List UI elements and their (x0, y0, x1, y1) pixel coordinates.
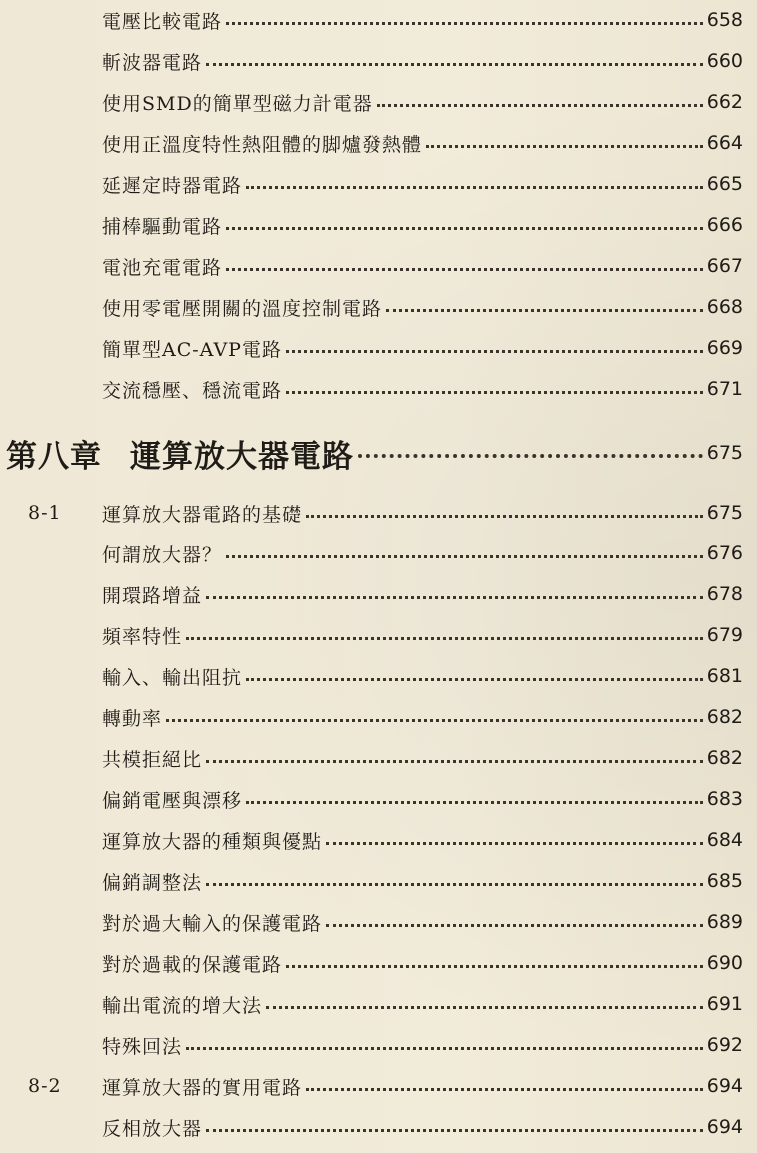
chapter-entry (6, 431, 743, 476)
toc-entry (102, 376, 743, 403)
toc-title: 運算放大器的種類與優點 (102, 830, 323, 853)
toc-title: 斬波器電路 (102, 51, 203, 74)
dot-leader (226, 268, 703, 271)
toc-page-number: 664 (706, 132, 743, 154)
toc-title: 偏銷電壓與漂移 (102, 789, 243, 812)
dot-leader (377, 104, 703, 107)
toc-title: 特殊回法 (102, 1035, 183, 1058)
toc-entry (102, 909, 743, 936)
toc-title: 交流穩壓、穩流電路 (102, 379, 283, 402)
toc-page-number: 685 (706, 870, 743, 892)
dot-leader (226, 22, 703, 25)
dot-leader (206, 760, 703, 763)
toc-page-number: 682 (706, 706, 743, 728)
toc-page-number: 679 (706, 624, 743, 646)
chapter-title (6, 431, 354, 476)
toc-page-number: 658 (706, 9, 743, 31)
toc-row (0, 861, 757, 901)
toc-row (0, 493, 757, 533)
toc-row (0, 0, 757, 40)
toc-row (0, 984, 757, 1024)
toc-title: 輸入、輸出阻抗 (102, 666, 243, 689)
dot-leader (206, 883, 703, 886)
toc-page-number: 668 (706, 296, 743, 318)
toc-row (0, 123, 757, 163)
toc-entry (102, 950, 743, 977)
toc-page-number: 692 (706, 1034, 743, 1056)
toc-entry (102, 540, 743, 567)
section-number: 8-1 (28, 502, 62, 524)
dot-leader (206, 1129, 703, 1132)
toc-entry (102, 212, 743, 239)
toc-row (0, 779, 757, 819)
toc-page-number: 662 (706, 91, 743, 113)
section-number: 8-2 (28, 1075, 62, 1097)
dot-leader (306, 1088, 703, 1091)
toc-entry (102, 89, 743, 116)
toc-entry (102, 171, 743, 198)
toc-row (0, 205, 757, 245)
toc-row (0, 656, 757, 696)
toc-title: 共模拒絕比 (102, 748, 203, 771)
dot-leader (166, 719, 703, 722)
toc-entry (102, 827, 743, 854)
dot-leader (286, 391, 703, 394)
dot-leader (206, 596, 703, 599)
toc-entry (102, 704, 743, 731)
toc-title: 偏銷調整法 (102, 871, 203, 894)
toc-row (0, 902, 757, 942)
toc-row (0, 1107, 757, 1147)
toc-row (0, 533, 757, 573)
toc-entry (102, 663, 743, 690)
toc-row (0, 82, 757, 122)
toc-entry (102, 991, 743, 1018)
dot-leader (286, 965, 703, 968)
toc-entry (102, 1073, 743, 1100)
toc-page-number: 690 (706, 952, 743, 974)
dot-leader (246, 186, 703, 189)
dot-leader (226, 555, 703, 558)
toc-title: 捕棒驅動電路 (102, 215, 223, 238)
dot-leader (246, 678, 703, 681)
dot-leader (206, 63, 703, 66)
toc-title: 反相放大器 (102, 1117, 203, 1140)
toc-page-number: 694 (706, 1116, 743, 1138)
chapter-heading (0, 428, 757, 478)
toc-page-number: 694 (706, 1075, 743, 1097)
toc-page-number: 684 (706, 829, 743, 851)
toc-row (0, 164, 757, 204)
toc-page-number: 671 (706, 378, 743, 400)
dot-leader (286, 350, 703, 353)
toc-title: 對於過大輸入的保護電路 (102, 912, 323, 935)
toc-row (0, 287, 757, 327)
toc-page-number: 682 (706, 747, 743, 769)
toc-page-number: 683 (706, 788, 743, 810)
toc-page-number: 689 (706, 911, 743, 933)
toc-title: 開環路增益 (102, 584, 203, 607)
dot-leader (326, 842, 703, 845)
toc-title: 使用零電壓開關的溫度控制電路 (102, 297, 383, 320)
toc-entry (102, 1032, 743, 1059)
toc-page-number: 691 (706, 993, 743, 1015)
toc-page-number: 681 (706, 665, 743, 687)
toc-page-number: 667 (706, 255, 743, 277)
dot-leader (326, 924, 703, 927)
dot-leader (226, 227, 703, 230)
toc-title: 轉動率 (102, 707, 163, 730)
dot-leader (306, 515, 703, 518)
toc-row (0, 820, 757, 860)
toc-title: 電池充電電路 (102, 256, 223, 279)
toc-title: 運算放大器的實用電路 (102, 1076, 303, 1099)
toc-page-number: 675 (706, 502, 743, 524)
toc-entry (102, 48, 743, 75)
toc-title: 何謂放大器？ (102, 543, 223, 566)
dot-leader (426, 145, 703, 148)
dot-leader (186, 1047, 703, 1050)
toc-entry (102, 7, 743, 34)
toc-title: 輸出電流的增大法 (102, 994, 263, 1017)
toc-entry (102, 130, 743, 157)
toc-row (0, 369, 757, 409)
toc-entry (102, 622, 743, 649)
toc-title: 使用正溫度特性熱阻體的脚爐發熱體 (102, 133, 423, 156)
chapter-label: 第八章 (6, 438, 102, 475)
toc-row (0, 943, 757, 983)
toc-row (0, 1025, 757, 1065)
dot-leader (358, 454, 703, 458)
toc-entry (102, 1114, 743, 1141)
toc-title: 頻率特性 (102, 625, 183, 648)
toc-page-number: 665 (706, 173, 743, 195)
dot-leader (386, 309, 703, 312)
toc-row (0, 738, 757, 778)
dot-leader (246, 801, 703, 804)
toc-entry (102, 294, 743, 321)
toc-title: 延遲定時器電路 (102, 174, 243, 197)
toc-page-number: 676 (706, 542, 743, 564)
toc-entry (102, 500, 743, 527)
toc-entry (102, 335, 743, 362)
chapter-name: 運算放大器電路 (130, 438, 354, 475)
toc-title: 簡單型AC-AVP電路 (102, 338, 282, 361)
toc-entry (102, 868, 743, 895)
toc-row (0, 41, 757, 81)
toc-page-number: 666 (706, 214, 743, 236)
toc-row (0, 328, 757, 368)
toc-row (0, 246, 757, 286)
toc-page-number: 678 (706, 583, 743, 605)
dot-leader (266, 1006, 703, 1009)
toc-entry (102, 581, 743, 608)
toc-title: 電壓比較電路 (102, 10, 223, 33)
dot-leader (186, 637, 703, 640)
toc-row (0, 615, 757, 655)
toc-page-number: 669 (706, 337, 743, 359)
toc-row (0, 574, 757, 614)
chapter-page-number: 675 (706, 442, 743, 464)
toc-title: 使用SMD的簡單型磁力計電器 (102, 92, 373, 115)
toc-title: 對於過載的保護電路 (102, 953, 283, 976)
toc-title: 運算放大器電路的基礎 (102, 503, 303, 526)
toc-row (0, 1066, 757, 1106)
toc-page-number: 660 (706, 50, 743, 72)
toc-row (0, 697, 757, 737)
toc-entry (102, 745, 743, 772)
toc-entry (102, 253, 743, 280)
toc-entry (102, 786, 743, 813)
